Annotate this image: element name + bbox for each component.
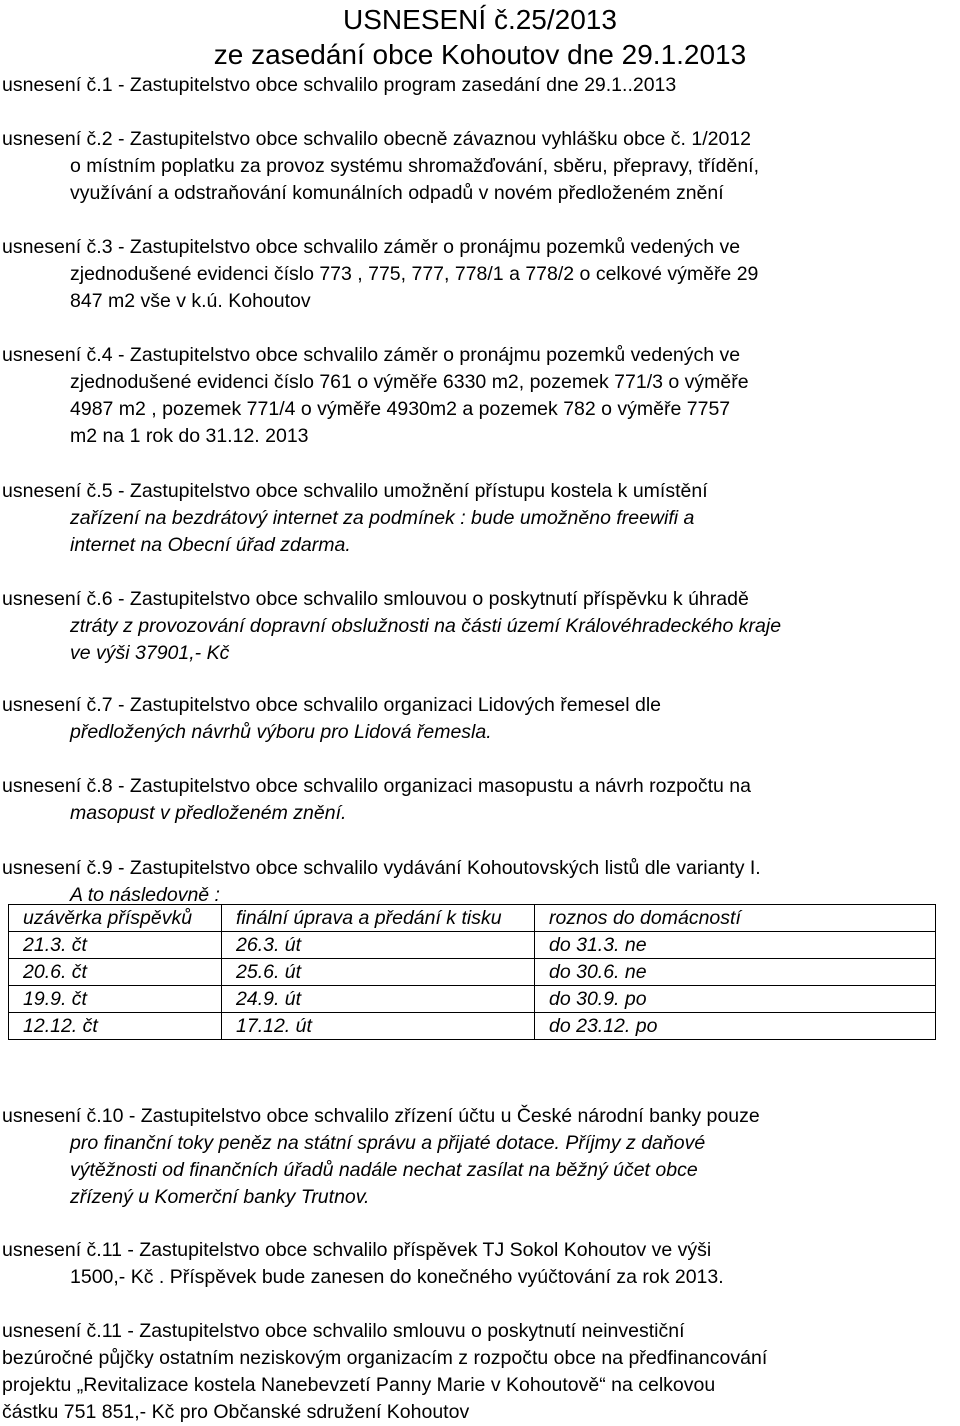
resolution-5-line-3: internet na Obecní úřad zdarma.	[70, 534, 351, 556]
resolution-10-line-3: výtěžnosti od finančních úřadů nadále nechat zasílat na běžný účet obce	[70, 1159, 698, 1181]
resolution-7	[2, 692, 960, 746]
resolution-11a	[2, 1237, 960, 1291]
resolution-1	[2, 72, 960, 99]
resolution-4-line-3: 4987 m2 , pozemek 771/4 o výměře 4930m2 a pozemek 782 o výměře 7757	[70, 398, 731, 420]
schedule-cell: do 23.12. po	[535, 1013, 936, 1040]
schedule-cell: 19.9. čt	[9, 986, 222, 1013]
resolution-1-line: usnesení č.1 - Zastupitelstvo obce schvalilo program zasedání dne 29.1..2013	[2, 74, 677, 96]
resolution-11b-line-1: usnesení č.11 - Zastupitelstvo obce schvalilo smlouvu o poskytnutí neinvestiční	[2, 1320, 685, 1342]
resolution-11b	[2, 1318, 960, 1426]
resolution-4	[2, 342, 960, 450]
document-title: USNESENÍ č.25/2013	[343, 4, 617, 35]
schedule-cell: 12.12. čt	[9, 1013, 222, 1040]
schedule-table	[8, 904, 936, 1040]
schedule-cell: do 31.3. ne	[535, 932, 936, 959]
schedule-cell: 17.12. út	[222, 1013, 535, 1040]
resolution-8	[2, 773, 960, 827]
resolution-6	[2, 586, 960, 667]
resolution-2-line-2: o místním poplatku za provoz systému shromažďování, sběru, přepravy, třídění,	[70, 155, 760, 177]
schedule-row	[9, 1013, 936, 1040]
schedule-row	[9, 932, 936, 959]
schedule-row	[9, 986, 936, 1013]
resolution-3-line-1: usnesení č.3 - Zastupitelstvo obce schvalilo záměr o pronájmu pozemků vedených ve	[2, 236, 741, 258]
resolution-10-line-4: zřízený u Komerční banky Trutnov.	[70, 1186, 370, 1208]
schedule-cell: 24.9. út	[222, 986, 535, 1013]
schedule-cell: 26.3. út	[222, 932, 535, 959]
resolution-4-line-1: usnesení č.4 - Zastupitelstvo obce schvalilo záměr o pronájmu pozemků vedených ve	[2, 344, 741, 366]
resolution-10	[2, 1103, 960, 1211]
resolution-3-line-2: zjednodušené evidenci číslo 773 , 775, 777, 778/1 a 778/2 o celkové výměře 29	[70, 263, 759, 285]
resolution-6-line-1: usnesení č.6 - Zastupitelstvo obce schvalilo smlouvou o poskytnutí příspěvku k úhradě	[2, 588, 749, 610]
resolution-4-line-2: zjednodušené evidenci číslo 761 o výměře 6330 m2, pozemek 771/3 o výměře	[70, 371, 749, 393]
resolution-11a-line-2: 1500,- Kč . Příspěvek bude zanesen do konečného vyúčtování za rok 2013.	[70, 1266, 724, 1288]
schedule-cell: 20.6. čt	[9, 959, 222, 986]
resolution-10-line-2: pro finanční toky peněz na státní správu a přijaté dotace. Příjmy z daňové	[70, 1132, 706, 1154]
resolution-11b-line-4: částku 751 851,- Kč pro Občanské sdružení Kohoutov	[2, 1401, 470, 1423]
schedule-header-cell: uzávěrka příspěvků	[9, 905, 222, 932]
resolution-2-line-1: usnesení č.2 - Zastupitelstvo obce schvalilo obecně závaznou vyhlášku obce č. 1/2012	[2, 128, 752, 150]
resolution-9-line-1: usnesení č.9 - Zastupitelstvo obce schvalilo vydávání Kohoutovských listů dle varianty I.	[2, 857, 761, 879]
resolution-3	[2, 234, 960, 315]
resolution-7-line-1: usnesení č.7 - Zastupitelstvo obce schvalilo organizaci Lidových řemesel dle	[2, 694, 662, 716]
document-subtitle: ze zasedání obce Kohoutov dne 29.1.2013	[213, 39, 747, 70]
resolution-11b-line-3: projektu „Revitalizace kostela Nanebevzetí Panny Marie v Kohoutově“ na celkovou	[2, 1374, 716, 1396]
resolution-5	[2, 478, 960, 559]
resolution-11b-line-2: bezúročné půjčky ostatním neziskovým organizacím z rozpočtu obce na předfinancování	[2, 1347, 768, 1369]
schedule-cell: 25.6. út	[222, 959, 535, 986]
schedule-cell: do 30.9. po	[535, 986, 936, 1013]
resolution-9-line-2: A to následovně :	[70, 884, 220, 906]
resolution-8-line-1: usnesení č.8 - Zastupitelstvo obce schvalilo organizaci masopustu a návrh rozpočtu na	[2, 775, 751, 797]
resolution-5-line-2: zařízení na bezdrátový internet za podmínek : bude umožněno freewifi a	[70, 507, 695, 529]
resolution-6-line-2: ztráty z provozování dopravní obslužnosti na části území Královéhradeckého kraje	[70, 615, 782, 637]
resolution-4-line-4: m2 na 1 rok do 31.12. 2013	[70, 425, 309, 447]
schedule-cell: do 30.6. ne	[535, 959, 936, 986]
schedule-header-cell: finální úprava a předání k tisku	[222, 905, 535, 932]
resolution-2-line-3: využívání a odstraňování komunálních odpadů v novém předloženém znění	[70, 182, 724, 204]
resolution-10-line-1: usnesení č.10 - Zastupitelstvo obce schvalilo zřízení účtu u České národní banky pouze	[2, 1105, 760, 1127]
resolution-5-line-1: usnesení č.5 - Zastupitelstvo obce schvalilo umožnění přístupu kostela k umístění	[2, 480, 708, 502]
schedule-row	[9, 959, 936, 986]
resolution-8-line-2: masopust v předloženém znění.	[70, 802, 347, 824]
schedule-header-cell: roznos do domácností	[535, 905, 936, 932]
resolution-3-line-3: 847 m2 vše v k.ú. Kohoutov	[70, 290, 311, 312]
resolution-6-line-3: ve výši 37901,- Kč	[70, 642, 230, 664]
resolution-7-line-2: předložených návrhů výboru pro Lidová řemesla.	[70, 721, 492, 743]
schedule-cell: 21.3. čt	[9, 932, 222, 959]
resolution-11a-line-1: usnesení č.11 - Zastupitelstvo obce schvalilo příspěvek TJ Sokol Kohoutov ve výši	[2, 1239, 712, 1261]
schedule-header-row	[9, 905, 936, 932]
resolution-9	[2, 855, 960, 909]
resolution-2	[2, 126, 960, 207]
